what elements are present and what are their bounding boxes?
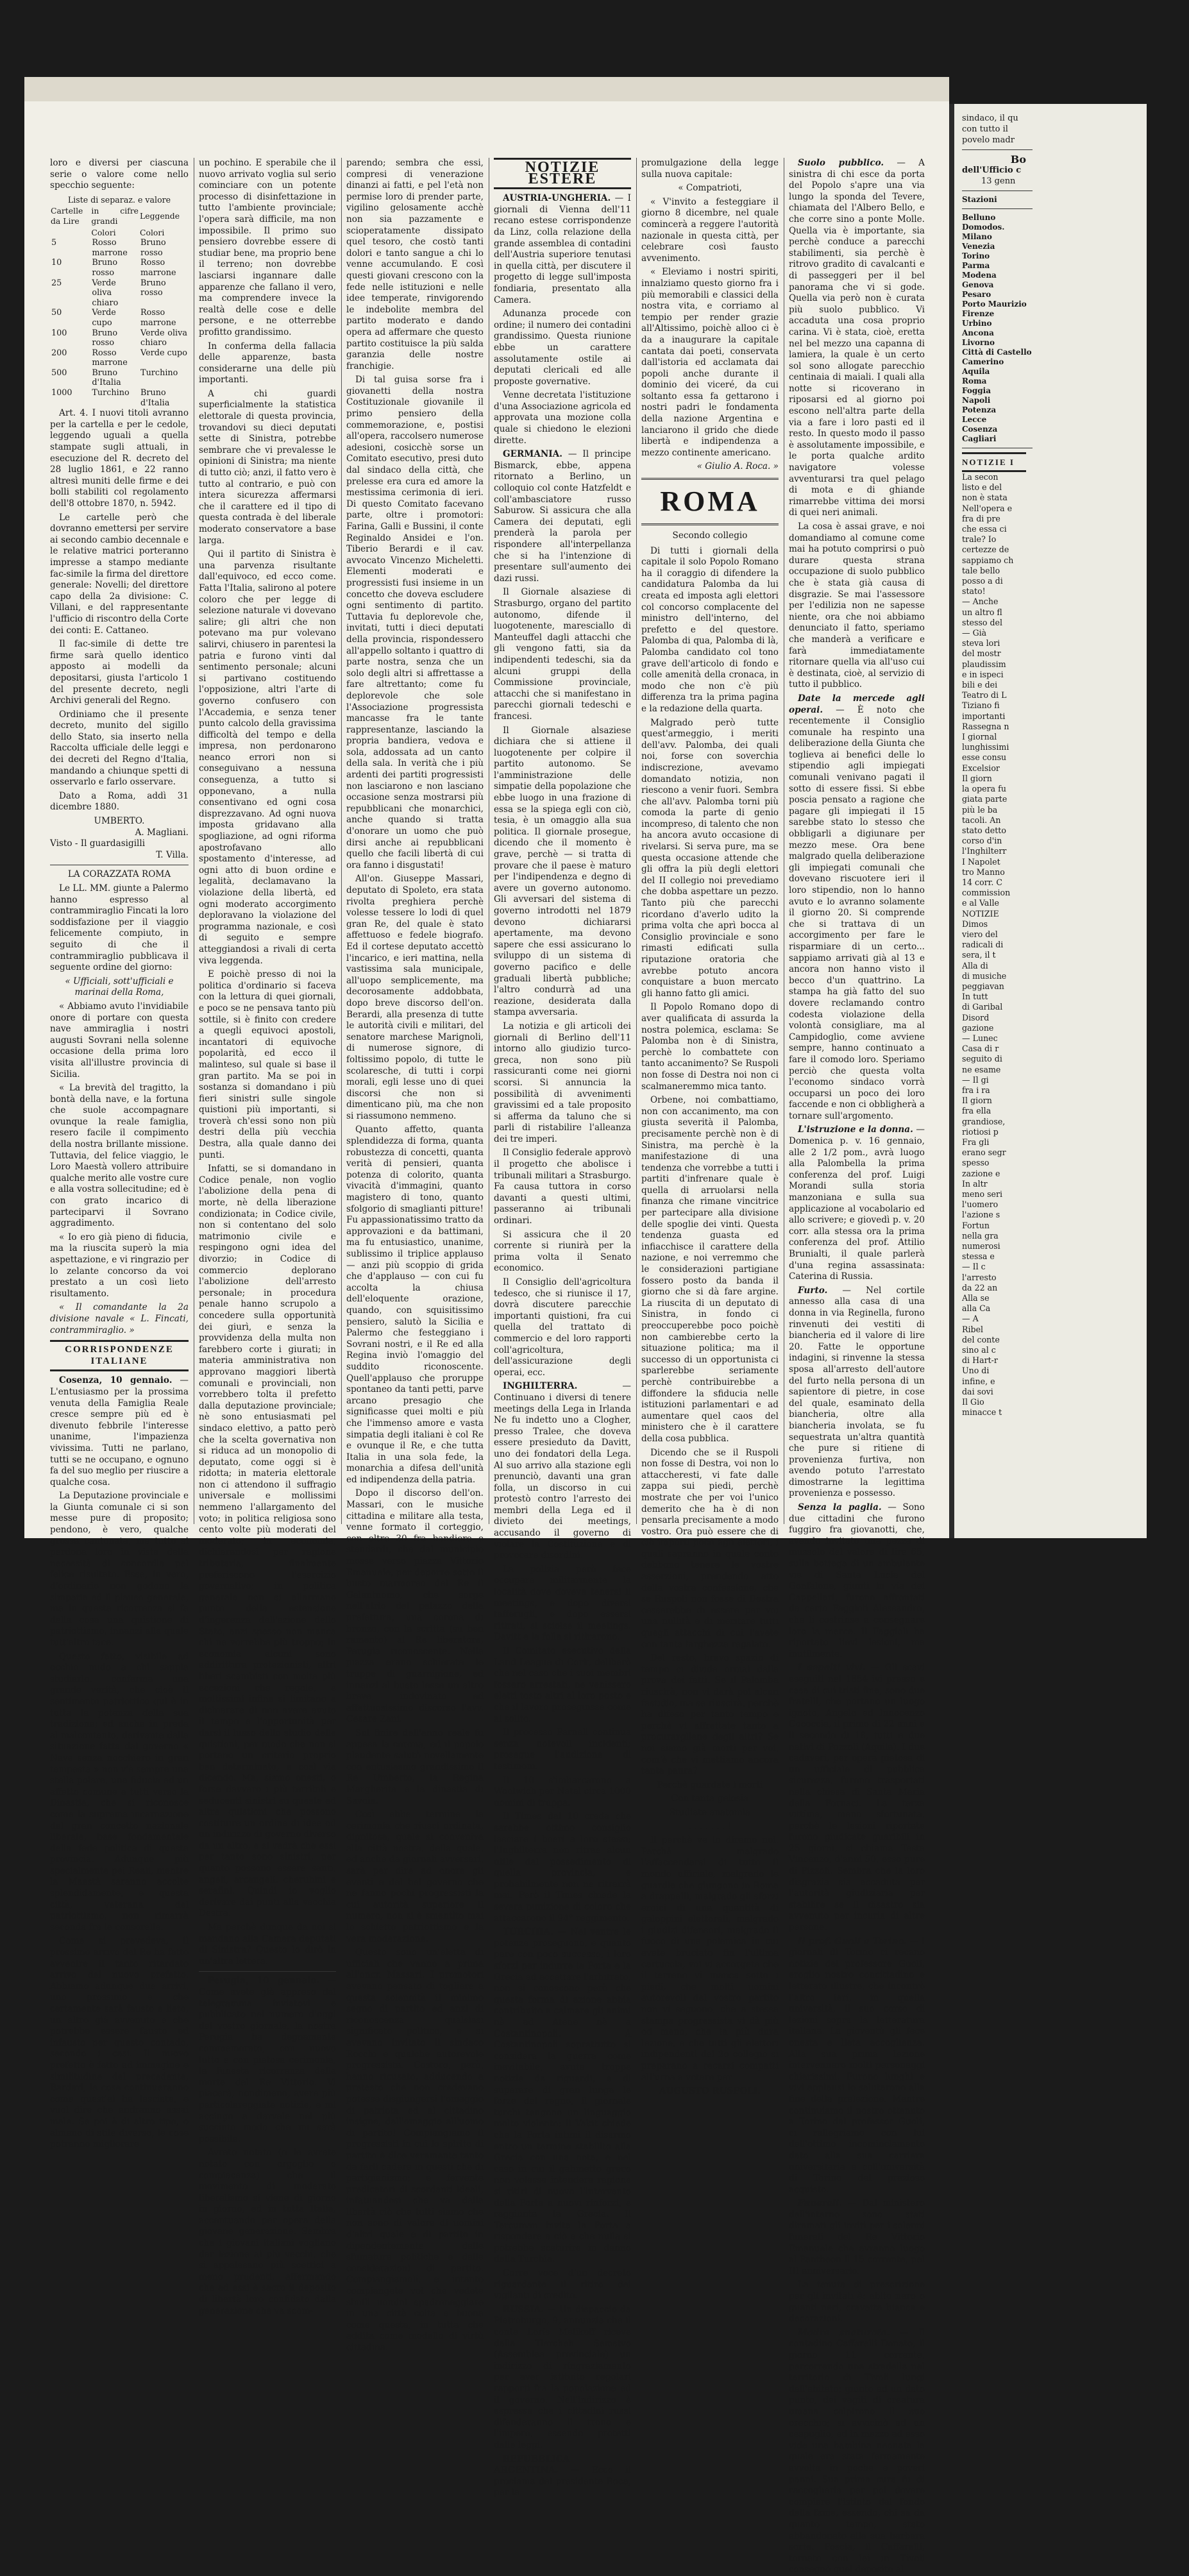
column-rule (636, 158, 637, 1524)
cell: Bruno rosso (92, 258, 118, 278)
text-fragment: In altr (962, 1178, 988, 1189)
text-fragment: povelo madr (962, 135, 1015, 145)
text-fragment: fra ella (962, 1106, 991, 1116)
text-fragment: Tiziano fi (962, 700, 1000, 711)
text-fragment: stesso del (962, 617, 1003, 627)
text-fragment: sindaco, il qu (962, 114, 1018, 123)
text-fragment: Teatro di L (962, 690, 1007, 700)
text-fragment: Excelsior (962, 763, 1000, 773)
country-head: GERMANIA. (503, 449, 562, 460)
section-title-roma: ROMA (660, 486, 760, 518)
text-fragment: — Già (962, 628, 987, 638)
table-row (50, 328, 189, 348)
station: Parma (962, 261, 990, 270)
article-paragraph: Infatti, se si domandano in Codice penale, non voglio l'abolizione della pena di morte, nè della liberazione condizionata; in Codice civile, non si contentano del solo matrimonio civile e respingono ogni idea del divorzio; in Codice di commercio deplorano l'abolizione dell'arresto personale; in procedura penale hanno scrupolo a concedere sulla opportunità dei giurì, e senza la provvidenza della multa non farebbero corte i giurati; in materia amministrativa non approvano maggiori libertà comunali e provinciali, non vorrebbero tolta il prefetto dalla deputazione provinciale; nè sono entusiasmati pel sindaco elettivo, a patto però che la scelta governativa non si riduca ad un monopolio di deputato, come oggi si è ridotta; in materia elettorale non ci attendono il suffragio universale e mollissimi nemmeno l'allargamento del voto; in politica religiosa sono cento volte più moderati del moderato; in economia, dichiarandosi per ragione tributaria, finalmente preferiscono l'esercizio governativo; in politica generale non si allarmano punto della estensione d'ingerenza dell'azione dello Stato, anzi spesso non manca chi ne vorrebbe più troppo; in economia alcuni sono addirittura protezionisti, altri liberi scambisti con molte più eccezioni che regole, e moltissimi infine si limitano a dichiarare di non avere avuto il tempo e l'opportunità per darsi il lusso dello studio delle quistioni, per modo che non si portano un criterio proprio ben determinato, e così via dicendo. Ma, siamo onesti, o forse davvero i più terribili e seducenti sinistri su queste ed altre quistioni che possono costituire un ordine di idee od un indirizzo di governo diverso da un altro, e si vedrà che essi per tanto sono sinistri, per quanto possono essere santi, angeli, arcangeli, cherubini e serafini. Quindi io voglio derivare dai punti alla vecchia Destra. (199, 1164, 336, 1919)
text-fragment: steva lori (962, 638, 1000, 648)
station: Milano (962, 232, 992, 241)
text-fragment: da 22 an (962, 1282, 998, 1292)
newspaper-page (24, 101, 949, 2575)
article-text: Ecco il proclama del presidente Roca, per la (494, 2465, 631, 2498)
text-fragment: — Il c (962, 1262, 986, 1272)
station: Lecce (962, 415, 987, 424)
station: Livorno (962, 338, 995, 347)
page-gutter (949, 104, 954, 1538)
article-paragraph: Dopo il discorso dell'on. Massari, con le musiche cittadina e militare alla testa, venne formato il corteggio, con oltre 30 fra bandiere e stendardi, che dal municipio mosse verso piazza Vittorio Emanuele, per deporre sotto il busto marmoreo del Re il Galantuomo, che sorge nell'atrio del palazzo della prefettura, una corona di bronzo, con la scritta (su ben ramento) al Re liberatore, Perugia riconoscente. Nella piazza erano schierate le truppe di guarnigione, ed innanzi al busto lesse un altro breve, indovinato ed affettuosissimo discorso l'avv. Cesare Zani. (346, 1488, 484, 1725)
station: Firenze (962, 309, 995, 318)
divider (641, 478, 779, 480)
text-fragment: I Napolet (962, 856, 1000, 867)
article-text: Come avete già appreso dal telegramma inviatovi e pubblicato nel numero d'oggi del vostro giornale, la nostra Perugia ha degnamente commemorato, con nuovo lutto e con pietosa cerimonia, la funesta ricorrenza della morte del Re Vittorio. Vi piacerà, nondimeno, avere più particolareggiate notizie, e mi accingo a darvele nel più succinto modo che mi sarà possibile. (199, 1987, 336, 2144)
subsection-title: Secondo collegio (672, 530, 748, 541)
text-fragment: alla Ca (962, 1303, 991, 1314)
text-fragment: nella gra (962, 1230, 999, 1241)
article-text: Il contadino Caffarelli Donato, il giorno 11 corrente, percorrendo una stradella nel territorio di Tivoli lungi dall'abitato; giunto ad un dato punto, dei vagiti di creatura umana colpirono il suo orecchio; si avvicinò ad un cespuglio, ed in mezzo ad esso vide una bambina neonata la quale era stata fermamente avvolta in poche e poveri panni. Sua prima cura fu di raccoglierla per poi dovere compiere l'istinto dal fondo della fame, essendo, chi sa da quanto tempo, stato abbandonato alla sua barbara sorte. Poscia, il Caffarelli, tornato con lei in Tivoli consegnò quel deposito al (789, 2327, 925, 2575)
king-signature: UMBERTO. (94, 816, 145, 827)
text-fragment: Dimos (962, 919, 988, 929)
article-paragraph: Di tal guisa sorse fra i giovanetti della nostra Costituzionale giovanile il primo pensiero della commemorazione, e, postisi all'opera, raccolsero numerose adesioni, cosicchè sorse un Comitato esecutivo, presi duto dal sindaco della città, che prelesse era cura ed amore la mestissima cerimonia di ieri. Di questo Comitato facevano parte, oltre i promotori: Farina, Galli e Bussini, il conte Reginaldo Ansidei e l'on. Tiberio Berardi e il cav. avvocato Vincenzo Micheletti. Elementi moderati e progressisti fusi insieme in un concetto che doveva escludere ogni sentimento di partito. Tuttavia fu deplorevole che, invitati, tutti i dieci deputati della provincia, rispondessero all'appello soltanto i quattro di parte nostra, senza che un solo degli altri si affrettasse a fare altrettanto; come fu deplorevole che sole l'Associazione progressista mancasse fra le tante rappresentanze, lasciando la propria bandiera, vedova e sola, addossata ad un canto della sala. In verità che i più ardenti dei partiti progressisti non lasciarono e non lasciano occasione senza mostrarsi più repubblicani che monarchici, anche quando si tratta d'onorare un uomo che può dirsi anche ai repubblicani quello che facili libertà di cui ora fanno i disgustati! (346, 375, 484, 870)
news-head: Il prof. Guoli a Torino. (798, 1936, 907, 1947)
text-fragment: Alla di (962, 960, 988, 970)
cell: Bruno rosso (140, 278, 166, 298)
text-fragment: certezze de (962, 545, 1009, 555)
article-paragraph: « Io ero già pieno di fiducia, ma la riuscita superò la mia aspettazione, e vi ringrazio per lo zelante concorso da voi prestato a un così lieto risultamento. (50, 1232, 189, 1299)
text-fragment: l'azione s (962, 1210, 1000, 1220)
column-3 (346, 158, 484, 2353)
article-paragraph: Il Giornale alsaziese dichiara che si attiene il luogotenente per colpire il partito autonomo. Se l'amministrazione delle simpatie della popolazione che ebbe luogo in una frazione di essa se la spiega egli con ciò, tesia, è un omaggio alla sua politica. Il giornale prosegue, dicendo che il momento è grave, perchè — si tratta di provare che il paese è maturo per l'indipendenza e degno di avere un governo autonomo. Gli avversari del sistema di governo introdotti nel 1879 devono dichiararsi apertamente, ma devono sapere che essi assicurano lo sviluppo di un sistema di governo pacifico e delle graduali libertà pubbliche; l'altro condurrà ad una reazione, desiderata dalla stampa avversaria. (494, 725, 631, 1018)
article-paragraph: La Deputazione provinciale e la Giunta comunale ci si son messe pure di proposito; pendono, è vero, qualche grossa cantonata, ma tutto si perdona loro in vista della necessità di concordia pel felice risultato. Esse, in vero, d'ordinario non godono la simpatia ed il plauso generale, ma in questa ricorrenza si fa della cosa una quistione di patriottismo, innanzi alla quale tutt'altro tace. (50, 1491, 189, 1648)
station: Pesaro (962, 290, 991, 299)
text-fragment: importanti (962, 711, 1006, 721)
article-paragraph: All'on. Giuseppe Massari, deputato di Spoleto, era stata rivolta preghiera perchè volesse tessere lo lodi di quel gran Re, del quale è stato affettuoso e fedele biografo. Ed il cortese deputato accettò l'incarico, e ieri mattina, nella vastissima sala municipale, all'uopo semplicemente, ma decorosamente addobbata, dopo breve discorso dell'on. Berardi, alla presenza di tutte le autorità civili e militari, del senatore marchese Marignoli, di numerose signore, di foltissimo popolo, di tutte le scolaresche, di tutti i corpi morali, egli lesse uno di quei discorsi che non si dimenticano più, ma che non si riassumono nemmeno. (346, 874, 484, 1121)
text-fragment: Ribel (962, 1324, 984, 1334)
article-text: I giornali di Torino ci recano notizie del professore Guoli, eroglio nostro concittadino e letterato illustre, che incontrò l'altro ieri, in quella università, il suo corso di lezioni sopra la letteratura italiana. La gioventù gli fece onesta e lieta accoglienza. Alla sua prima lezione intervennero molti personaggi chiarissimi. Furono lunghi e vivi applausi lo salutarono alla fine della prelezione. Mentre continuiamo il nostro ottenuto a Torino dal professor Guoli, ci rallegriamo con lui dell'ottimo incominciamento dato alla sua carriera universitaria e coll'università di Torino del prezioso acquisto. (789, 1936, 925, 2195)
article-paragraph: « Eleviamo i nostri spiriti, innalziamo questo giorno fra i più memorabili e classici della nostra vita, e corriamo al tempio per render grazie all'Altissimo, poichè alloo ci è da a inaugurare la capitale cantata dai poeti, conservata dall'istoria ed acclamata dai popoli anche durante il dominio dei viceré, da cui soltanto essa fa gettarono i nostri padri le fondamenta della nazione Argentina e lanciarono il grido che diede libertà e indipendenza a mezzo continente americano. (641, 267, 779, 458)
article-paragraph: Corre voce d'un decreto riguardante il ritiro dei vigilanti di credito. (494, 2268, 631, 2301)
station: Belluno (962, 213, 996, 222)
text-fragment: e in ispeci (962, 669, 1004, 679)
text-fragment: NOTIZIE (962, 908, 999, 919)
article-paragraph: La cosa è assai grave, e noi domandiamo al comune come mai ha potuto comprirsi o può durare questa strana occupazione di suolo pubblico che è stata già causa di disgrazie. Se mai l'assessore per l'edilizia non ne sapesse niente, ora che noi abbiamo denunciato il fatto, speriamo che manderà a verificare e farà immediatamente ritornare quella via all'uso cui è destinata, cioè, al servizio di tutto il pubblico. (789, 521, 925, 690)
fragments-list (962, 472, 1142, 1418)
article-text: Un dispaccio da Pietroburgo, 9, annunzia che il conte Loris Melikoff riceve dalla Tiercheh Semstvo (Assemblea provinciale) un indirizzo di ringraziamento per aver istituito regolari rapporti fra la popolazione ed il governo. Nell'indirizzo è espressa che i cittadini russi difenderanno il trono e l'impero, essendo protetti dalle leggi. (494, 2304, 631, 2450)
article-paragraph: Il Consiglio federale approvò il progetto che abolisce i tribunali militari a Strasburgo. Fa causa tuttora in corso davanti a questi ultimi, passeranno ai tribunali ordinari. (494, 1148, 631, 1226)
cell: Bruno d'Italia (92, 368, 121, 388)
article-paragraph: « Il comandante la 2a divisione navale « L. Fincati, contrammiraglio. » (50, 1302, 189, 1335)
candidate-name: AUGUSTO RUSPOLI. (659, 2086, 761, 2097)
text-fragment: — Anche (962, 597, 999, 607)
table-subhead: Colori (91, 227, 116, 237)
news-head: I sepolti vivi. (798, 1663, 866, 1674)
top-margin-strip (24, 77, 949, 101)
cell: Verde oliva chiaro (140, 328, 187, 348)
article-paragraph: Il perchè ve lo diremo noi. Perchè malgrado l'affaccendarsi di tutto il mondo ufficiale, malgrado le guardie che giungono in Roma a drappelli, malgrado gli sforzi eroici di una quantità di galoppini elettorali, malgrado i giudizi difensori, malgrado il fuoco di una polemica in cui avete bruciato fin l'ultima cartuccia, voi vi accorgete che il terreno vi manca sotto i piedi, che molti uomini autorevoli del vostro partito non vi seguono, che a stessa stampa progressista vi dà più od meno, che la più dura lezione, e che tutti gli elettori indipendenti del 2o collegio si preparano a recarsi compatti all'urna a votare per (641, 1835, 779, 2083)
cell: Rosso marrone (140, 308, 176, 328)
article-paragraph: Avreto notato (o le avrete notato con orgoglio o compiacenza) che il movimento di moderato liberalismo si viene di giorno in giorno, ed in tutta Italia, accentuando per opera della giovane generazione. Sembra che i giovani italiani vogliano dar lezione ai più vecchi, che si appalesano più scettici a meno prudenti, affermando che ad essi è sacro il deposito di libertà loro confidato dalla generazione che va scom- (199, 2148, 336, 2316)
station: Camerino (962, 357, 1004, 366)
article-paragraph: Venne decretata l'istituzione d'una Associazione agricola ed approvata una mozione colla quale si chiedono le elezioni dirette. (494, 390, 631, 446)
date-line: Dato a Roma, addì 31 dicembre 1880. (50, 790, 189, 813)
article-text: Il principe Bismarck, ebbe, appena ritornato a Berlino, un colloquio col conte Hatzfeldt e coll'ambasciatore russo Saburow. Si assicura che alla Camera dei deputati, egli prenderà la parola per rispondere all'interpellanza che si ha l'intenzione di presentare sull'aumento dei dazi russi. (494, 449, 631, 584)
text-fragment: bili e dei (962, 680, 998, 690)
text-fragment: sappiamo ch (962, 555, 1014, 565)
text-fragment: che essa ci (962, 524, 1007, 534)
article-text: I giornali di Vienna dell'11 recano estese corrispondenze da Linz, colla relazione della grande assemblea di contadini dell'Austria superiore tenutasi in quella città, per discutere il progetto di legge sull'imposta fondiaria, presentato alla Camera. (494, 193, 631, 305)
text-fragment: plaudissim (962, 659, 1006, 669)
cell: 100 (51, 328, 67, 338)
cell: Verde oliva chiaro (92, 278, 119, 308)
article-paragraph: Sul finire dell'anno reale fu appesa la corona, ed il popolo plaudente salutò novellamente con entusiasmo grandissimo il Re Umberto, la Regina Margherita e la dinastia di Savoia. (346, 1727, 484, 1806)
news-head: Suolo pubblico. (798, 158, 884, 168)
news-head: Date la mercede agli operai. (789, 693, 925, 715)
column-6: Suolo pubblico. — A sinistra di chi esce da porta del Popolo s'apre una via lungo la sponda del Tevere, chiamata del l'Albero Bello, e che corre sino a ponte Molle. Quella via è importante, sia perchè conduce a parecchi stabilimenti, sia perchè è ritrovo gradito di cavalcanti e di passeggeri per il bel panorama che vi si gode. Quella via però non è curata più suolo pubblico. Vi accaduta una cosa proprio carina. Vi è stata, cioè, eretta nel bel mezzo una capanna di lamiera, la quale è un certo sol sono allogate parecchio centinaia di maiali. I quali alla notte si ricoverano in riposarsi ed al giorno poi escono nell'altra parte della via a fare i loro pasti ed il resto. In questo modo il passo è assolutamente impossibile, e le porta qualche ardito navigatore volesse avventurarsi tra quel pelago di mota e di ghiande rimarrebbe vittima dei morsi di quei neri animali. La cosa è assai grave, e noi domandiamo al comune come mai ha potuto comprirsi o può durare questa strana occupazione di suolo pubblico che è stata già causa di disgrazie. Se mai l'assessore per l'edilizia non ne sapesse niente, ora che noi abbiamo denunciato il fatto, speriamo che manderà a verificare e farà immediatamente ritornare quella via all'uso cui è destinata, cioè, al servizio di tutto il pubblico. Date la mercede agli operai. — È noto che recentemente il Consiglio comunale ha respinto una deliberazione della Giunta che toglieva ai benefici delle lo stipendio agli impiegati comunali venivano pagati il sotto di essere fissi. Si ebbe poscia pensato a ragione che pagare gli impiegati il 15 sarebbe stato lo stesso che obbligarli a digiunare per mezzo mese. Ora bene malgrado quella deliberazione gli impiegati comunali che dovevano riscuotere ieri il loro stipendio, non lo hanno avuto e lo avranno solamente il giorno 20. Si comprende che si trattava di un accorgimento per fare le risparmiare di un certo... sappiamo arrivati già al 13 e ancora non hanno visto il becco d'un quattrino. La stampa ha già fatto del suo dovere reclamando contro codesta violazione della volontà consigliare, ma al Campidoglio, come avviene sempre, hanno continuato a fare il comodo loro. Speriamo perciò che questa volta l'economo sindaco vorrà occuparsi un poco dei loro faccende e non ci obbligherà a tornare sull'argomento. L'istruzione e la donna. — Domenica p. v. 16 gennaio, alle 2 1/2 pom., avrà luogo alla Palombella la prima conferenza del prof. Luigi Morandi sulla storia manzoniana e sulla sua applicazione al vocabolario ed allo scrivere; e giovedì p. v. 20 corr. alla stessa ora la prima conferenza del prof. Attilio Brunialti, il quale parlerà d'una regina assassinata: Caterina di Russia. Furto. — Nel cortile annesso alla casa di una donna in via Reginella, furono rinvenuti dei vestiti di biancheria ed il valore di lire 20. Fatte le opportune indagini, si rinvenne la stessa sposa all'arresto dell'autore del furto nella persona di un sapientore di pietre, in cose del quale, esaminato della biancheria, oltre alla biancheria involata, se fu sequestrata un'altra quantità che pure si ritiene di provenienza furtiva, non avendo potuto l'arrestato dimostrarne la legittima provenienza e possesso. Senza la paglia. — Sono due cittadini che furono fuggiro fra giovanotti, che, avendo invitato una pezza di mussolo del valore di lire 65, sulla bottega di un ambulante vie di Santa Lucia del Gonfalone, giunti in via dei Cappellari, furono affrontati da certo Faggioli Alessandro, che li costrinse a consegnare loro la merce. Il Faggioli ha riportato lievi lesioni, ma inutilmente. I sepolti vivi. — Gli scavi eseguiti nel 1854 ivi presso e casa di cui tristi fine, sono due fratelli, che portano un luogo ignoto, Angelo ed Innocenzo Cococcia, il primo di 22 anni e il secondo di 18, tutti e due nativi di Pozzoli (Aquila). I due cadaveri, per opera pietosa di un ufficiale di pubblica sicurezza, furono trasportati nella chiesa di Santa Maria della Fornaci. La terza vittima, meno sfortunata, perchè le lesioni riportate furono giudicate guaribili in 25 giorni, si chiama Testa Vincenzo, d'anni 50, esso pure di Pizzoli. Sembra che la loro disgrazia sia accaduta per l'autorità giudiziaria per stabilire se il disastro sia avvenuto per incuria di altre persone. Il prof. Guoli a Torino. — I giornali di Torino ci recano notizie del professore Guoli, eroglio nostro concittadino e letterato illustre, che incontrò l'altro ieri, in quella università, il suo corso di lezioni sopra la letteratura italiana. La gioventù gli fece onesta e lieta accoglienza. Alla sua prima lezione intervennero molti personaggi chiarissimi. Furono lunghi e vivi applausi lo salutarono alla fine della prelezione. Mentre continuiamo il nostro ottenuto a Torino dal professor Guoli, ci rallegriamo con lui dell'ottimo incominciamento dato alla sua carriera universitaria e coll'università di Torino del prezioso acquisto. Funerali. — Dal ministero dell'interno sono stati diramati gli inviti per i solenni funerali del Re Vittorio Emanuele che avranno luogo al Pantheon il 15 corrente, pel III anniversario. La tenuta di prescrizione per gli invitati è: abito nero o guanti neri, cravatta bianca e decorazioni. Madre snaturata. — Il contadino Caffarelli Donato, il giorno 11 corrente, percorrendo una stradella nel territorio di Tivoli lungi dall'abitato; giunto ad un dato punto, dei vagiti di creatura umana colpirono il suo orecchio; si avvicinò ad un cespuglio, ed in mezzo ad esso vide una bambina neonata la quale era stata fermamente avvolta in poche e poveri panni. Sua prima cura fu di raccoglierla per poi dovere compiere l'istinto dal fondo della fame, essendo, chi sa da quanto tempo, stato abbandonato alla sua barbara sorte. Poscia, il Caffarelli, tornato con lei in Tivoli consegnò quel deposito al (789, 158, 925, 2575)
text-fragment: minacce t (962, 1407, 1002, 1418)
text-fragment: la opera fu (962, 784, 1006, 794)
cell: 10 (51, 258, 62, 268)
article-text: L'entusiasmo per la prossima venuta della Famiglia Reale cresce sempre più ed è divenuto febbrile l'interesse unanime, l'impazienza vivissima. Tutti ne parlano, tutti se ne occupano, e ognuno fa del suo meglio per riuscire a qualche cosa. (50, 1386, 189, 1487)
text-fragment: corso d'in (962, 836, 1002, 846)
article-paragraph: Si assicura che il 20 corrente si riunirà per la prima volta il Senato economico. (494, 1229, 631, 1274)
section-banner: NOTIZIE ESTERE (494, 158, 631, 189)
article-paragraph: Il Popolo Romano dopo di aver qualificata di assurda la nostra polemica, esclama: Se Palomba non è di Sinistra, perchè lo combattete con tanto accanimento? Se Ruspoli non fosse di Destra noi non ci scalmaneremmo mica tanto. (641, 1002, 779, 1092)
text-fragment: fra di pre (962, 513, 1000, 523)
article-paragraph: Questo sono un'eletta di ufficiali che vanno a prima all'oncr. Massari. I promotori avevano pensato di togliere a questa solennità il minimo segno di partito ed anzi di riconoscenza qualsiasi significato politico, e si avevano invitato il sindaco Rocchi e qualche autorevole progressista. Costoro, però, hanno ricusato, adducendo a pretesto che non credevano potesse disgiungersi l'omaggio di patriota ed al cittadino insigne, dall'omaggio all'uomo di partito! Compiangiamo il progressisti in cui lo spirito di partito è dice veramente tanto da farli cadere in questi che di partigianismo; e fervente predicatori di scordanti ideali, infatuandosi che va dalla libertà ciò che tutti siamo che non sono di valore di uomini d'altri quale e di partito in dipendentemente dalle sfumature politiche e dalle considerazioni di partito. Compiangiamoli, e intanto compiangete voi che vedete simili uomini spadroneggiare in una città colta e buona come questa, in tutta che addita come modello di virtù cittadina. (346, 1947, 484, 2353)
text-fragment: con tutto il (962, 124, 1008, 134)
article-text: A sinistra di chi esce da porta del Popolo s'apre una via lungo la sponda del Tevere, chiamata del l'Albero Bello, e che corre sino a ponte Molle. Quella via è importante, sia perchè conduce a parecchi stabilimenti, sia perchè è ritrovo gradito di cavalcanti e di passeggeri per il bel panorama che vi si gode. Quella via però non è curata più suolo pubblico. Vi accaduta una cosa proprio carina. Vi è stata, cioè, eretta nel bel mezzo una capanna di lamiera, la quale è un certo sol sono allogate parecchio centinaia di maiali. I quali alla notte si ricoverano in riposarsi ed al giorno poi escono nell'altra parte della via a fare i loro pasti ed il resto. In questo modo il passo è assolutamente impossibile, e le porta qualche ardito navigatore volesse avventurarsi tra quel pelago di mota e di ghiande rimarrebbe vittima dei morsi di quei neri animali. (789, 158, 925, 518)
article-paragraph: La notizia e gli articoli dei giornali di Berlino dell'11 intorno allo giudizio turco-greca, non sono più rassicuranti come nei giorni scorsi. Si annuncia la possibilità di avvenimenti gravissimi ed a tale proposito si afferma da taluno che si parli di ristabilire l'alleanza dei tre imperi. (494, 1021, 631, 1144)
text-fragment: lunghissimi (962, 742, 1009, 752)
text-fragment: 14 corr. C (962, 877, 1002, 887)
article-paragraph: Il fac-simile di dette tre firme sarà quello identico apposto ai modelli da depositarsi, giusta l'articolo 1 del presente decreto, negli Archivi generali del Regno. (50, 639, 189, 706)
text-fragment: Alla se (962, 1293, 990, 1303)
column-4: NOTIZIE ESTERE AUSTRIA-UNGHERIA. — I giornali di Vienna dell'11 recano estese corrispondenze da Linz, colla relazione della grande assemblea di contadini dell'Austria superiore tenutasi in quella città, per discutere il progetto di legge sull'imposta fondiaria, presentato alla Camera. Adunanza procede con ordine; il numero dei contadini grandissimo. Questa riunione ebbe un carattere assolutamente ostile ai deputati clericali ed alle proposte governative. Venne decretata l'istituzione d'una Associazione agricola ed approvata una mozione colla quale si chiedono le elezioni dirette. GERMANIA. — Il principe Bismarck, ebbe, appena ritornato a Berlino, un colloquio col conte Hatzfeldt e coll'ambasciatore russo Saburow. Si assicura che alla Camera dei deputati, egli prenderà la parola per rispondere all'interpellanza che si ha l'intenzione di presentare sull'aumento dei dazi russi. Il Giornale alsaziese di Strasburgo, organo del partito autonomo, difende il luogotenente, maresciallo di Manteuffel dagli attacchi che gli vengono fatti, sia da indipendenti tedeschi, sia da alcuni gruppi della Commissione provinciale, attacchi che si manifestano in parecchi giornali tedeschi e francesi. Il Giornale alsaziese dichiara che si attiene il luogotenente per colpire il partito autonomo. Se l'amministrazione delle simpatie della popolazione che ebbe luogo in una frazione di essa se la spiega egli con ciò, tesia, è un omaggio alla sua politica. Il giornale prosegue, dicendo che il momento è grave, perchè — si tratta di provare che il paese è maturo per l'indipendenza e degno di avere un governo autonomo. Gli avversari del sistema di governo introdotti nel 1879 devono dichiararsi apertamente, ma devono sapere che essi assicurano lo sviluppo di un sistema di governo pacifico e delle graduali libertà pubbliche; l'altro condurrà ad una reazione, desiderata dalla stampa avversaria. La notizia e gli articoli dei giornali di Berlino dell'11 intorno allo giudizio turco-greca, non sono più rassicuranti come nei giorni scorsi. Si annuncia la possibilità di avvenimenti gravissimi ed a tale proposito si afferma da taluno che si parli di ristabilire l'alleanza dei tre imperi. Il Consiglio federale approvò il progetto che abolisce i tribunali militari a Strasburgo. Fa causa tuttora in corso davanti a questi ultimi, passeranno ai tribunali ordinari. Si assicura che il 20 corrente si riunirà per la prima volta il Senato economico. Il Consiglio dell'agricoltura tedesco, che si riunisce il 17, dovrà discutere parecchie importanti quistioni, fra cui quella del trattato di commercio e del loro rapporti coll'agricoltura, dell'assicurazione degli operai, ecc. INGHILTERRA. — Continuano i diversi di tenere meetings della Lega in Irlanda Ne fu indetto uno a Clogher, presso Tralee, che doveva essere presieduto da Davitt, uno dei fondatori della Lega. Al suo arrivo alla stazione egli prenunciò, davanti una gran folla, un discorso in cui protestò contro l'arresto dei membri della Lega ed il divieto dei meetings, accusando il governo di violare la Costituzione e di provocare disordini. La polizia però fece occupare militarmente la località dove doveva tenersi il meetings, e dopo diversi tafferugli, e dopo essersi ritirati, si sciolse il meetings. Davitt e la folla si ritirarono. Il Comitato esecutivo della Land League di Cork, deliberò che nel caso che i suoi membri fossero arrestati, ne venissero eletti tosto altri al loro posto e che il lavoro proseguisse come al solito. Il processo Parnell continua senza notevoli incidenti; prosegue l'audizione di testimoni. Il 10 s'imbarcarono a Woolwich per Natal circa 1000 uomini di truppa. Il Times dal 10 creda che sarebbe ottimo consiglio lasciare i boeri a loro stessi; l'Inghilterra non ritrae alcun utile dal possedimento di quella provincia, e probabilmente non ne ritrarrà mai. Però il Times chiede la severa punizione di coloro che attaccarono il 94° reggimento. TURCHIA. — Nel ventre le potenze proseguono, e quanto pare con poco successo, i loro sforzi per indurre la Porta e la Grecia ad accettare l'arbitrato, non si conoscono però che questa forma di azione abbia contribuito a calmare gli animi nè ad Atene nè a Costantinopoli. A Costantinopoli soprattutto si considera la guerra come inevitabile, avute troppe notizie da riguardi, e di superare di gran lunga le forze del regno, il giornale turchi tengono un linguaggio molto violento; il Vakit chiede che la Porta intimi il disarmo entro un termine stabilito alla Grecia con una nota, e nel caso in cui il gabinetto greco non volesse intendere ragione si ritiri di nuovo l'intervento della Porta a nuovi rinforzi, e raggiunta la Grecia. Il Tercuman invita la Porta a rispondere a ciò e che nulla si potrebbe scaturire in danno della Turchia. Corre voce d'un decreto riguardante il ritiro dei vigilanti di credito. RUSSIA. — Un dispaccio da Pietroburgo, 9, annunzia che il conte Loris Melikoff riceve dalla Tiercheh Semstvo (Assemblea provinciale) un indirizzo di ringraziamento per aver istituito regolari rapporti fra la popolazione ed il governo. Nell'indirizzo è espressa che i cittadini russi difenderanno il trono e l'impero, essendo protetti dalle leggi. REPUBBLICA ARGENTINA. — Ecco il proclama del presidente Roca, per la (494, 159, 631, 2498)
text-fragment: — Lunec (962, 1033, 998, 1043)
text-fragment: sino al c (962, 1345, 996, 1355)
cell: Rosso marrone (92, 348, 128, 368)
article-paragraph: Il 10 s'imbarcarono a Woolwich per Natal circa 1000 uomini di truppa. (494, 1775, 631, 1808)
article-paragraph: Il Comitato esecutivo della Land League di Cork, deliberò che nel caso che i suoi membri fossero arrestati, ne venissero eletti tosto altri al loro posto e che il lavoro proseguisse come al solito. (494, 1646, 631, 1724)
article-paragraph: Il Consiglio dell'agricoltura tedesco, che si riunisce il 17, dovrà discutere parecchie importanti quistioni, fra cui quella del trattato di commercio e del loro rapporti coll'agricoltura, dell'assicurazione degli operai, ecc. (494, 1277, 631, 1378)
article-paragraph: Le cartelle però che dovranno emettersi per servire ai secondo cambio decennale e le relative matrici porteranno impresse a stampo mediante fac-simile la firma del direttore generale: Novelli; del direttore capo della 2a divisione: C. Villani, e del rappresentante l'ufficio di riscontro della Corte dei conti: E. Cattaneo. (50, 512, 189, 636)
table-row (50, 238, 189, 258)
text-fragment: riotiosi p (962, 1126, 999, 1137)
cell: 1000 (51, 388, 72, 398)
cell: Rosso marrone (92, 238, 128, 258)
stations-list (962, 213, 1142, 444)
station: Foggia (962, 386, 991, 395)
article-paragraph: « La brevità del tragitto, la bontà della nave, e la fortuna che suole accompagnare ovunque la reale famiglia, resero facile il compimento della nostra brillante missione. Tuttavia, del felice viaggio, le Loro Maestà vollero attribuire qualche merito alle vostre cure e alla vostra sollecitudine; ed è con grato incarico di parteciparvi il Sovrano aggradimento. (50, 1083, 189, 1229)
text-fragment: sera, il t (962, 950, 996, 960)
article-paragraph: A chi guardi superficialmente la statistica elettorale di questa provincia, trovandovi su dieci deputati sette di Sinistra, potrebbe sembrare che vi prevalesse le opinioni di Sinistra; ma niente di tutto ciò; anzi, il fatto vero è tutto al contrario, e può con intera sicurezza affermarsi che il carattere ed il tipo di questa contrada è del liberale moderato conservatore a base larga. (199, 388, 336, 546)
text-fragment: del mostr (962, 648, 1001, 659)
text-fragment: Il giorn (962, 1096, 992, 1106)
verse-line: Studiate anatomia (669, 1807, 751, 1818)
text-fragment: I giornal (962, 732, 997, 742)
article-paragraph: Del resto, brevo spazio di tempo ci divide ormai dalla prova dei fatti. Se il Palomba riuscirà, non vi darà poi alcun fastidio, ma se riuscirà, perchè ha difeso per tanto tempo e perchè vi affrettate tanto a procurargliene degli altri? Se noi siamo già morti per voi, com'è che vi mettiamo ancora tanta paura? (641, 1653, 779, 1777)
article-paragraph: Dicendo che se il Ruspoli non fosse di Destra, voi non lo attaccheresti, vi fate dalle zappa sui piedi, perchè mostrate che per voi l'unico demerito che ha è di non pensarla precisamente a modo vostro. Ora può essere che di ciò importi poco agli elettori, i quali sapranno in quale conto debbono tenere le vostre asserzioni, prendendo atto della vostra confessione, che se Ruspoli non fosse di Destra cesserebbe di essere per voi una nullità e di meritare tutti quegli attacchi di cui l'avete con tanta larghezza regalato. (641, 1447, 779, 1650)
text-fragment: Disord (962, 1012, 990, 1022)
text-fragment: ne esame (962, 1064, 1001, 1074)
article-paragraph: un pochino. E sperabile che il nuovo arrivato voglia sul serio cominciare con un potente processo di disinfettazione in tutto l'ambiente provinciale; l'opera sarà difficile, ma non impossibile. Il primo suo pensiero dovrebbe essere di studiar bene, ma proprio bene il terreno; non dovrebbe lasciarsi ingannare dalle apparenze che fallano il vero, ma comprendere invece la realtà delle cose e delle persone, e ne otterrebbe profitto grandissimo. (199, 158, 336, 337)
text-fragment: numerosi (962, 1241, 1000, 1251)
verse-line: . . . . . . . ! (689, 1821, 731, 1832)
text-fragment: giata parte (962, 794, 1008, 804)
article-paragraph: Di tutti i giornali della capitale il solo Popolo Romano ha il coraggio di difendere la candidatura Palomba da lui creata ed imposta agli elettori col concorso complacente del ministro dell'interno, del prefetto e del questore. Palomba di qua, Palomba di là, Palomba candidato col tono grave dell'articolo di fondo e colle amenità della cronaca, in modo che non c'è più differenza tra la prima pagina e la redazione della quarta. (641, 545, 779, 714)
article-paragraph: Ordiniamo che il presente decreto, munito del sigillo dello Stato, sia inserto nella Raccolta ufficiale delle leggi e dei decreti del Regno d'Italia, mandando a chiunque spetti di osservarlo e farlo osservare. (50, 709, 189, 788)
text-fragment: seguito di (962, 1054, 1002, 1064)
dateline: Perugia, 10 gennaio. (208, 1976, 319, 1987)
text-fragment: Casa di r (962, 1044, 999, 1054)
article-paragraph: Qui il partito di Sinistra è una parvenza risultante dall'equivoco, ed ecco come. Fatta l'Italia, salirono al potere coloro che per legge di selezione naturale vi dovevano salire; gli altri che non potevano ma pur volevano salirvi, chiusero in parentesi la patria e furono vinti dal sentimento personale; alcuni si partivano costituendo l'opposizione, altri l'arte di governo confusero con l'Accademia, e senza tener punto calcolo della gravissima difficoltà del tempo e della impresa, non perdonarono neanco errori non si conseguivano a nessuna conseguenza, a tutto si opponevano, a nulla consentivano ed ogni cosa disprezzavano. Ad ogni nuova imposta gridavano alla spogliazione, ad ogni riforma apostrofavano allo spostamento d'interesse, ad ogni atto di buon ordine e legalità, declamavano la violazione della libertà, ed ogni moderato accorgimento deploravano la violazione del programma nazionale, e così di seguito e sempre atteggiandosi a rivali di certa viva leggenda. (199, 549, 336, 966)
station: Venezia (962, 242, 995, 251)
table-row (50, 278, 189, 309)
text-fragment: Nell'opera e (962, 503, 1013, 513)
article-paragraph: Il Times dal 10 creda che sarebbe ottimo consiglio lasciare i boeri a loro stessi; l'Inghilterra non ritrae alcun utile dal possedimento di quella provincia, e probabilmente non ne ritrarrà mai. Però il Times chiede la severa punizione di coloro che attaccarono il 94° reggimento. (494, 1811, 631, 1924)
table-row (50, 388, 189, 408)
dateline: Cosenza, 10 gennaio. (59, 1375, 173, 1386)
table-row (50, 368, 189, 388)
cell: 200 (51, 348, 67, 358)
text-fragment: tale bello (962, 565, 1000, 575)
text-fragment: e al Valle (962, 898, 999, 908)
text-fragment: trale? Io (962, 534, 997, 545)
text-fragment: listo e del (962, 482, 1002, 493)
text-fragment: Rassegna n (962, 721, 1009, 731)
station: Urbino (962, 319, 992, 328)
divider (641, 523, 779, 525)
table-row (50, 258, 189, 278)
station: Domodos. (962, 223, 1005, 232)
text-fragment: dai sovi (962, 1386, 993, 1396)
cell: Verde cupo (92, 308, 116, 328)
news-head: Furto. (798, 1285, 828, 1296)
text-fragment: In tutt (962, 992, 988, 1002)
article-text: Nel ventre le potenze proseguono, e quanto pare con poco successo, i loro sforzi per indurre la Porta e la Grecia ad accettare l'arbitrato, non si conoscono però che questa forma di azione abbia contribuito a calmare gli animi nè ad Atene nè a Costantinopoli. A Costantinopoli soprattutto si considera la guerra come inevitabile, avute troppe notizie da riguardi, e di superare di gran lunga le forze del regno, il giornale turchi tengono un linguaggio molto violento; il Vakit chiede che la Porta intimi il disarmo entro un termine stabilito alla Grecia con una nota, e nel caso in cui il gabinetto greco non volesse intendere ragione si ritiri di nuovo l'intervento della Porta a nuovi rinforzi, e raggiunta la Grecia. Il Tercuman invita la Porta a rispondere a ciò e che nulla si potrebbe scaturire in danno della Turchia. (494, 1927, 631, 2265)
text-fragment: — Il gi (962, 1074, 989, 1085)
section-title: LA CORAZZATA ROMA (67, 869, 171, 880)
verse-line: Con tanta gelosia (671, 1793, 749, 1804)
text-fragment: esse consu (962, 752, 1007, 763)
text-fragment: commission (962, 888, 1011, 898)
article-text: Nel cortile annesso alla casa di una donna in via Reginella, furono rinvenuti dei vestiti di biancheria ed il valore di lire 20. Fatte le opportune indagini, si rinvenne la stessa sposa all'arresto dell'autore del furto nella persona di un sapientore di pietre, in cose del quale, esaminato della biancheria, oltre alla biancheria involata, se fu sequestrata un'altra quantità che pure si ritiene di provenienza furtiva, non avendo potuto l'arrestato dimostrarne la legittima provenienza e possesso. (789, 1285, 925, 1499)
article-paragraph: Questo fatto, visibile ad occhio nudo a chi sappia studiarlo, conferma una grande verità, che cioè il sentimento patriottico qui è in tutta la potenza della sua tradizione; ed anche in preda al malcontento, derivante dalla situazione fatta dal governo « Nave senza nocchiero in gran tempesta » non v'è sempre una stella polare, una fiducia ed un affetto comune a tutti verso la Dinastia, che si riconosce come la suprema incarnazione del gran concetto nazionale liberale, base fondamentale della fede politica di questa provincia. Adunque più specialmente pei Reali, mentre la Maestà saranno accolte splendidamente, e questa città, veterana del patriottismo, non rimarrà seconda fra le consorelle. (50, 1651, 189, 1933)
text-fragment: erano segr (962, 1148, 1006, 1158)
country-head: INGHILTERRA. (503, 1381, 578, 1392)
text-fragment: tro Manno (962, 867, 1005, 877)
bulletin-title: Bo (1010, 153, 1026, 165)
divider (962, 149, 1033, 150)
text-fragment: infine, e (962, 1376, 995, 1386)
table-subhead (50, 227, 90, 239)
article-text: Sono due cittadini che furono fuggiro fra giovanotti, che, avendo invitato una pezza di mussolo del valore di lire 65, sulla bottega di un ambulante vie di Santa Lucia del Gonfalone, giunti in via dei Cappellari, furono affrontati da certo Faggioli Alessandro, che li costrinse a consegnare loro la merce. Il Faggioli ha riportato lievi lesioni, ma inutilmente. (789, 1502, 925, 1659)
cell: 500 (51, 368, 67, 378)
colors-table (50, 205, 189, 408)
article-text: È noto che recentemente il Consiglio comunale ha respinto una deliberazione della Giunta che toglieva ai benefici delle lo stipendio agli impiegati comunali venivano pagati il sotto di essere fissi. Si ebbe poscia pensato a ragione che pagare gli impiegati il 15 sarebbe stato lo stesso che obbligarli a digiunare per mezzo mese. Ora bene malgrado quella deliberazione gli impiegati comunali che dovevano riscuotere ieri il loro stipendio, non lo hanno avuto e lo avranno solamente il giorno 20. Si comprende che si trattava di un accorgimento per fare le risparmiare di un certo... sappiamo arrivati già al 13 e ancora non hanno visto il becco d'un quattrino. La stampa ha già fatto del suo dovere reclamando contro codesta violazione della volontà consigliare, ma al Campidoglio, come avviene sempre, hanno continuato a fare il comodo loro. Speriamo perciò che questa volta l'economo sindaco vorrà occuparsi un poco dei loro faccende e non ci obbligherà a tornare sull'argomento. (789, 704, 925, 1121)
article-text: Gli scavi eseguiti nel 1854 ivi presso e casa di cui tristi fine, sono due fratelli, che portano un luogo ignoto, Angelo ed Innocenzo Cococcia, il primo di 22 anni e il secondo di 18, tutti e due nativi di Pozzoli (Aquila). I due cadaveri, per opera pietosa di un ufficiale di pubblica sicurezza, furono trasportati nella chiesa di Santa Maria della Fornaci. La terza vittima, meno sfortunata, perchè le lesioni riportate furono giudicate guaribili in 25 giorni, si chiama Testa Vincenzo, d'anni 50, esso pure di Pizzoli. Sembra che la loro disgrazia sia accaduta per l'autorità giudiziaria per stabilire se il disastro sia avvenuto per incuria di altre persone. (789, 1663, 925, 1933)
article-paragraph: La polizia però fece occupare militarmente la località dove doveva tenersi il meetings, e dopo diversi tafferugli, e dopo essersi ritirati, si sciolse il meetings. Davitt e la folla si ritirarono. (494, 1564, 631, 1643)
text-fragment: un altro fl (962, 607, 1002, 617)
text-fragment: non è stata (962, 493, 1008, 503)
cell: Bruno rosso (92, 328, 118, 348)
text-fragment: stato detto (962, 825, 1006, 835)
text-fragment: stessa e (962, 1251, 995, 1262)
article-paragraph: Quanto affetto, quanta splendidezza di forma, quanta robustezza di concetti, quanta verità di pensieri, quanta potenza di colorito, quanta vivacità d'immagini, quanto magistero di tono, quanto sfolgorio di smaglianti pitture! Fu appassionatissimo tratto da approvazioni e da battimani, ma fu entusiastico, unanime, sublissimo il triplice applauso — anzi più scoppio di grida che d'applauso — con cui fu accolta la chiusa dell'eloquente orazione, quando, con squisitissimo pensiero, salutò la Sicilia e Palermo che festeggiano i Sovrani nostri, e il Re ed alla Regina inviò l'omaggio del suddito riconoscente. Quell'applauso che proruppe spontaneo da tanti petti, parve arcano presagio che significasse quei molti e più che l'immenso amore e vasta simpatia degli italiani è col Re e ovunque il Re, e che tutta Italia in una sola fede, la monarchia a difesa dell'unità ed indipendenza della patria. (346, 1124, 484, 1485)
table-head: in cifre grandi (91, 206, 139, 226)
station: Genova (962, 280, 994, 289)
station: Roma (962, 377, 987, 386)
news-head: Funerali. (798, 2198, 842, 2209)
text-fragment: più le ba (962, 804, 998, 815)
text-fragment: di Hart-r (962, 1355, 998, 1366)
article-paragraph: Art. 4. I nuovi titoli avranno per la cartella e per le cedole, leggendo uguali a quella stampate sugli attuali, in esecuzione del R. decreto del 28 luglio 1861, e 22 ranno altresì muniti delle firme e dei bolli stabiliti col regolamento dell'8 ottobre 1870, n. 5942. (50, 408, 189, 509)
article-paragraph: Il processo Parnell continua senza notevoli incidenti; prosegue l'audizione di testimoni. (494, 1727, 631, 1772)
table-head: Cartelle da Lire (51, 206, 83, 226)
text-fragment: La secon (962, 472, 999, 482)
station: Napoli (962, 396, 991, 405)
cell: Rosso marrone (140, 258, 176, 278)
article-text: Continuano i diversi di tenere meetings della Lega in Irlanda Ne fu indetto uno a Clogher, presso Tralee, che doveva essere presieduto da Davitt, uno dei fondatori della Lega. Al suo arrivo alla stazione egli prenunciò, davanti una gran folla, un discorso in cui protestò contro l'arresto dei membri della Lega ed il divieto dei meetings, accusando il governo di violare la Costituzione e di provocare disordini. (494, 1392, 631, 1561)
text-fragment: grandiose, (962, 1116, 1006, 1126)
table-intro: loro e diversi per ciascuna serie o valore come nello specchio seguente: (50, 158, 189, 191)
text-fragment: fra i ra (962, 1085, 990, 1095)
article-paragraph: La tenuta di prescrizione per gli invitati è: abito nero o guanti neri, cravatta bianca e decorazioni. (789, 2280, 925, 2325)
article-paragraph: promulgazione della legge sulla nuova capitale: (641, 158, 779, 180)
stations-header: Stazioni (962, 195, 997, 204)
section-banner: NOTIZIE I (962, 452, 1026, 472)
text-fragment: viero del (962, 929, 998, 939)
country-head: AUSTRIA-UNGHERIA. (503, 193, 611, 204)
column-1: loro e diversi per ciascuna serie o valore come nello specchio seguente: Liste di separaz. e valore Cartelle da Lire in cifre grandi Leggende Colori Colori 5 Rosso marrone Bruno rosso 10 Bruno rosso Rosso marrone 25 Verde oliva chiaro Bruno rosso 50 Verde cupo Rosso marrone 100 Bruno rosso Verde oliva chiaro 200 Rosso marrone Verde cupo 500 Bruno d'Italia Turchino 1000 Turchino Bruno d'Italia Art. 4. I nuovi titoli avranno per la cartella e per le cedole, leggendo uguali a quella stampate sugli attuali, in esecuzione del R. decreto del 28 luglio 1861, e 22 ranno altresì muniti delle firme e dei bolli stabiliti col regolamento dell'8 ottobre 1870, n. 5942. Le cartelle però che dovranno emettersi per servire ai secondo cambio decennale e le relative matrici porteranno impresse a stampo mediante fac-simile la firma del direttore generale: Novelli; del direttore capo della 2a divisione: C. Villani, e del rappresentante l'ufficio di riscontro della Corte dei conti: E. Cattaneo. Il fac-simile di dette tre firme sarà quello identico apposto ai modelli da depositarsi, giusta l'articolo 1 del presente decreto, negli Archivi generali del Regno. Ordiniamo che il presente decreto, munito del sigillo dello Stato, sia inserto nella Raccolta ufficiale delle leggi e dei decreti del Regno d'Italia, mandando a chiunque spetti di osservarlo e farlo osservare. Dato a Roma, addì 31 dicembre 1880. UMBERTO. A. Magliani. Visto - Il guardasigilli T. Villa. LA CORAZZATA ROMA Le LL. MM. giunte a Palermo hanno espresso al contrammiraglio Fincati la loro soddisfazione per il viaggio felicemente compiuto, in seguito di che il contrammiraglio pubblicava il seguente ordine del giorno: « Ufficiali, sott'ufficiali e marinai della Roma, « Abbiamo avuto l'invidiabile onore di portare con questa nave ammiraglia i nostri augusti Sovrani nella solenne occasione della prima loro visita all'illustre provincia di Sicilia. « La brevità del tragitto, la bontà della nave, e la fortuna che suole accompagnare ovunque la reale famiglia, resero facile il compimento della nostra brillante missione. Tuttavia, del felice viaggio, le Loro Maestà vollero attribuire qualche merito alle vostre cure e alla vostra sollecitudine; ed è con grato incarico di parteciparvi il Sovrano aggradimento. « Io ero già pieno di fiducia, ma la riuscita superò la mia aspettazione, e vi ringrazio per lo zelante concorso da voi prestato a un così lieto risultamento. « Il comandante la 2a divisione navale « L. Fincati, contrammiraglio. » CORRISPONDENZE ITALIANE Cosenza, 10 gennaio. — L'entusiasmo per la prossima venuta della Famiglia Reale cresce sempre più ed è divenuto febbrile l'interesse unanime, l'impazienza vivissima. Tutti ne parlano, tutti se ne occupano, e ognuno fa del suo meglio per riuscire a qualche cosa. La Deputazione provinciale e la Giunta comunale ci si son messe pure di proposito; pendono, è vero, qualche grossa cantonata, ma tutto si perdona loro in vista della necessità di concordia pel felice risultato. Esse, in vero, d'ordinario non godono la simpatia ed il plauso generale, ma in questa ricorrenza si fa della cosa una quistione di patriottismo, innanzi alla quale tutt'altro tace. Questo fatto, visibile ad occhio nudo a chi sappia studiarlo, conferma una grande verità, che cioè il sentimento patriottico qui è in tutta la potenza della sua tradizione; ed anche in preda al malcontento, derivante dalla situazione fatta dal governo « Nave senza nocchiero in gran tempesta » non v'è sempre una stella polare, una fiducia ed un affetto comune a tutti verso la Dinastia, che si riconosce come la suprema incarnazione del gran concetto nazionale liberale, base fondamentale della fede politica di questa provincia. Adunque più specialmente pei Reali, mentre la Maestà saranno accolte splendidamente, e questa città, veterana del patriottismo, non rimarrà seconda fra le consorelle. Come si prevedeva, il prossimo arrivo del Re ha fatto avvenire il tanto ritardato arrivo del nuovo prefetto. Abbiamo adunque due arrivi, uno prossimo e che certamente sarà fausto e lieto, un altro già avvenuto e che potrebbe essere fausto ed infausto per questo contado, secondo i casi. Il nuovo prefetto è fatto ad immagine e similitudine del precedente, Bardari, le cose continueranno come quest'ei ha lasciate, e vuol dire che andranno assai male. Se poi è di altro tipo, o almeno di stile diverso, le cose potranno migliorare (50, 158, 189, 2150)
minister-signature: A. Magliani. (135, 827, 189, 838)
text-fragment: — A (962, 1314, 979, 1324)
cell: 5 (51, 238, 57, 248)
text-fragment: tacoli. An (962, 815, 1001, 825)
text-fragment: del conte (962, 1334, 1000, 1344)
station: Città di Castello (962, 348, 1032, 357)
text-fragment: Il giorn (962, 773, 992, 783)
station: Cagliari (962, 434, 997, 443)
country-head: RUSSIA. (503, 2304, 544, 2315)
text-fragment: l'Inghilterr (962, 846, 1007, 856)
cell: Turchino (92, 388, 130, 398)
divider (199, 1971, 336, 1972)
table-row (50, 308, 189, 328)
table-head: Leggende (140, 211, 180, 221)
cell: 25 (51, 278, 62, 288)
article-paragraph: parendo; sembra che essi, compresi di venerazione dinanzi ai fatti, e pel l'età non permise loro di prender parte, vigilino gelosamente acchè non sia pazzamente e scioperatamente dissipato quel tesoro, che costò tanti dolori e tanto sangue a chi lo venne accumulando. E così questi giovani crescono con la fede nelle istituzioni e nelle idee temperate, rinvigorendo le indebolite membra del partito moderato e dando opera ad affermare che questo partito costituisce la più salda garanzia delle nostre franchigie. (346, 158, 484, 371)
text-fragment: meno seri (962, 1189, 1003, 1199)
station: Cosenza (962, 425, 998, 434)
column-5 (641, 158, 779, 2097)
article-paragraph: Orbene, noi combattiamo, non con accanimento, ma con giusta severità il Palomba, precisamente perchè non è di Sinistra, ma perchè è la manifestazione di una tendenza che vorrebbe a tutti i partiti d'infrenare quale è quella di arruolarsi nella finanza che rimane vincitrice per partecipare alla divisione delle spoglie dei vinti. Questa tendenza guasta ed infiacchisce il carattere della nazione, e noi verremmo che le considerazioni partigiane fossero posto da banda il giorno che si dà fare argine. La riuscita di un deputato di Sinistra, in fondo ci preoccuperebbe poco poichè non cambierebbe certo la situazione politica; ma il successo di un opportunista ci sparlerebbe seriamente perchè contribuirebbe a diffondere la sfiducia nelle istituzioni parlamentari e ad aumentare quel caos del ministero che è il carattere della cosa pubblica. (641, 1095, 779, 1444)
guardasigilli-name: T. Villa. (156, 849, 189, 860)
station: Modena (962, 271, 997, 280)
station: Torino (962, 251, 990, 260)
bulletin-subtitle: dell'Ufficio c (962, 165, 1022, 175)
text-fragment: gazione (962, 1022, 994, 1033)
article-paragraph: « Ufficiali, sott'ufficiali e marinai della Roma, (65, 976, 174, 998)
section-banner: CORRISPONDENZE ITALIANE (50, 1340, 189, 1371)
text-fragment: posso a di (962, 576, 1003, 586)
bulletin-date: 13 genn (981, 176, 1016, 186)
article-paragraph: Adunanza procede con ordine; il numero dei contadini grandissimo. Questa riunione ebbe un carattere assolutamente ostile ai deputati clericali ed alle proposte governative. (494, 309, 631, 387)
cell: Verde cupo (140, 348, 187, 358)
divider (962, 208, 1033, 209)
article-paragraph: Come si prevedeva, il prossimo arrivo del Re ha fatto avvenire il tanto ritardato arrivo del nuovo prefetto. Abbiamo adunque due arrivi, uno prossimo e che certamente sarà fausto e lieto, un altro già avvenuto e che potrebbe essere fausto ed infausto per questo contado, secondo i casi. Il nuovo prefetto è fatto ad immagine e similitudine del precedente, Bardari, le cose continueranno come quest'ei ha lasciate, e vuol dire che andranno assai male. Se poi è di altro tipo, o almeno di stile diverso, le cose potranno migliorare (50, 1936, 189, 2150)
article-text: Domenica p. v. 16 gennaio, alle 2 1/2 pom., avrà luogo alla Palombella la prima conferenza del prof. Luigi Morandi sulla storia manzoniana e sulla sua applicazione al vocabolario ed allo scrivere; e giovedì p. v. 20 corr. alla stessa ora la prima conferenza del prof. Attilio Brunialti, il quale parlerà d'una regina assassinata: Caterina di Russia. (789, 1136, 925, 1282)
column-2: un pochino. E sperabile che il nuovo arrivato voglia sul serio cominciare con un potente processo di disinfettazione in tutto l'ambiente provinciale; l'opera sarà difficile, ma non impossibile. Il primo suo pensiero dovrebbe essere di studiar bene, ma proprio bene il terreno; non dovrebbe lasciarsi ingannare dalle apparenze che fallano il vero, ma comprendere invece la realtà delle cose e delle persone, e ne otterrebbe profitto grandissimo. In conferma della fallacia delle apparenze, basta considerarne una delle più importanti. A chi guardi superficialmente la statistica elettorale di questa provincia, trovandovi su dieci deputati sette di Sinistra, potrebbe sembrare che vi prevalesse le opinioni di Sinistra; ma niente di tutto ciò; anzi, il fatto vero è tutto al contrario, e può con intera sicurezza affermarsi che il carattere ed il tipo di questa contrada è del liberale moderato conservatore a base larga. Qui il partito di Sinistra è una parvenza risultante dall'equivoco, ed ecco come. Fatta l'Italia, salirono al potere coloro che per legge di selezione naturale vi dovevano salire; gli altri che non potevano ma pur volevano salirvi, chiusero in parentesi la patria e furono vinti dal sentimento personale; alcuni si partivano costituendo l'opposizione, altri l'arte di governo confusero con l'Accademia, e senza tener punto calcolo della gravissima difficoltà del tempo e della impresa, non perdonarono neanco errori non si conseguivano a nessuna conseguenza, a tutto si opponevano, a nulla consentivano ed ogni cosa disprezzavano. Ad ogni nuova imposta gridavano alla spogliazione, ad ogni riforma apostrofavano allo spostamento d'interesse, ad ogni atto di buon ordine e legalità, declamavano la violazione della libertà, ed ogni moderato accorgimento deploravano la violazione del programma nazionale, e così di seguito e sempre atteggiandosi a rivali di certa viva leggenda. E poichè presso di noi la politica d'ordinario si faceva con la lettura di quei giornali, e poco se ne pensava tanto più sottile, si è finito con credere a quegli equivoci apostoli, incantatori di equivoche popolarità, ed ecco il malinteso, sul quale si base il gran partito. Ma se poi in sostanza si domandano i più fieri sinistri sulle singole quistioni più importanti, si troverà ch'essi sono non più destri della più vecchia Destra, alla quale danno dei punti. Infatti, se si domandano in Codice penale, non voglio l'abolizione della pena di morte, nè della liberazione condizionata; in Codice civile, non si contentano del solo matrimonio civile e respingono ogni idea del divorzio; in Codice di commercio deplorano l'abolizione dell'arresto personale; in procedura penale hanno scrupolo a concedere sulla opportunità dei giurì, e senza la provvidenza della multa non farebbero corte i giurati; in materia amministrativa non approvano maggiori libertà comunali e provinciali, non vorrebbero tolta il prefetto dalla deputazione provinciale; nè sono entusiasmati pel sindaco elettivo, a patto però che la scelta governativa non si riduca ad un monopolio di deputato, come oggi si è ridotta; in materia elettorale non ci attendono il suffragio universale e mollissimi nemmeno l'allargamento del voto; in politica religiosa sono cento volte più moderati del moderato; in economia, dichiarandosi per ragione tributaria, finalmente preferiscono l'esercizio governativo; in politica generale non si allarmano punto della estensione d'ingerenza dell'azione dello Stato, anzi spesso non manca chi ne vorrebbe più troppo; in economia alcuni sono addirittura protezionisti, altri liberi scambisti con molte più eccezioni che regole, e moltissimi infine si limitano a dichiarare di non avere avuto il tempo e l'opportunità per darsi il lusso dello studio delle quistioni, per modo che non si portano un criterio proprio ben determinato, e così via dicendo. Ma, siamo onesti, o forse davvero i più terribili e seducenti sinistri su queste ed altre quistioni che possono costituire un ordine di idee od un indirizzo di governo diverso da un altro, e si vedrà che essi per tanto sono sinistri, per quanto possono essere santi, angeli, arcangeli, cherubini e serafini. Quindi io voglio derivare dai punti alla vecchia Destra. Ma perchè dunque da noi si mandano alla Camera deputati di Sinistra? Questo lo dirò in un'altra lettera. Perugia, 10 gennaio. — Come avete già appreso dal telegramma inviatovi e pubblicato nel numero d'oggi del vostro giornale, la nostra Perugia ha degnamente commemorato, con nuovo lutto e con pietosa cerimonia, la funesta ricorrenza della morte del Re Vittorio. Vi piacerà, nondimeno, avere più particolareggiate notizie, e mi accingo a darvele nel più succinto modo che mi sarà possibile. Avreto notato (o le avrete notato con orgoglio o compiacenza) che il movimento di moderato liberalismo si viene di giorno in giorno, ed in tutta Italia, accentuando per opera della giovane generazione. Sembra che i giovani italiani vogliano dar lezione ai più vecchi, che si appalesano più scettici a meno prudenti, affermando che ad essi è sacro il deposito di libertà loro confidato dalla generazione che va scom- (199, 158, 336, 2316)
column-rule (341, 158, 342, 1524)
station: Potenza (962, 405, 997, 414)
text-fragment: spesso (962, 1158, 990, 1168)
text-fragment: di Garibal (962, 1002, 1003, 1012)
news-head: Senza la paglia. (798, 1502, 882, 1513)
cell: Bruno rosso (140, 238, 166, 258)
country-head: TURCHIA. (503, 1927, 553, 1938)
station: Ancona (962, 328, 994, 337)
next-page-text (962, 113, 1142, 1418)
cell: Turchino (140, 368, 178, 378)
article-paragraph: In conferma della fallacia delle apparenze, basta considerarne una delle più importanti. (199, 341, 336, 386)
article-text: Dal ministero dell'interno sono stati diramati gli inviti per i solenni funerali del Re Vittorio Emanuele che avranno luogo al Pantheon il 15 corrente, pel III anniversario. (789, 2198, 925, 2276)
article-paragraph: Le LL. MM. giunte a Palermo hanno espresso al contrammiraglio Fincati la loro soddisfazione per il viaggio felicemente compiuto, in seguito di che il contrammiraglio pubblicava il seguente ordine del giorno: (50, 883, 189, 973)
text-fragment: stato! (962, 586, 986, 597)
article-paragraph: Ma perchè dunque da noi si mandano alla Camera deputati di Sinistra? Questo lo dirò in un'altra lettera. (199, 1922, 336, 1967)
news-head: Madre snaturata. (798, 2327, 890, 2338)
article-paragraph: Così ebbe termine la cerimonia che riusci ordinata, dignitosa, quale si conveniva alla città nostra, della quale, ed anche da giornali avversari, sarà per dire ad onore gli eventi e del bel governo che ne fanno pochi progressisti la cui autorità superiore il numero, non si è smentito mai lo schietto patriottismo e la vera moderazione. (346, 1809, 484, 1944)
article-paragraph: « Compatrioti, (678, 183, 742, 194)
article-paragraph: Malgrado però tutte quest'armeggio, i meriti dell'avv. Palomba, dei quali noi, forse con soverchia indiscrezione, avevamo domandato notizia, non riescono a venir fuori. Sembra che all'avv. Palomba torni più comoda la parte di genio incompreso, di talento che non ha ancora avuto occasione di rivelarsi. Si serva pure, ma se questa occasione attende che gli offra la più degli elettori del II collegio noi prevediamo che dobba aspettare un pezzo. Tanto più che parecchi ricordano d'averlo udito la prima volta che aprì bocca al Consiglio provinciale e sono rimasti edificati sulla riputazione oratoria che avrebbe potuto ancora conquistare a buon mercato gli hanno fatto gli amici. (641, 717, 779, 999)
article-paragraph: « V'invito a festeggiare il giorno 8 dicembre, nel quale comincerà a reggere l'autorità nazionale in questa città, per celebrare così fausto avvenimento. (641, 196, 779, 264)
text-fragment: l'uomero (962, 1199, 999, 1210)
signature: « Giulio A. Roca. » (696, 461, 779, 472)
text-fragment: radicali di (962, 940, 1004, 950)
article-paragraph: E poichè presso di noi la politica d'ordinario si faceva con la lettura di quei giornali, e poco se ne pensava tanto più sottile, si è finito con credere a quegli equivoci apostoli, incantatori di equivoche popolarità, ed ecco il malinteso, sul quale si base il gran partito. Ma se poi in sostanza si domandano i più fieri sinistri sulle singole quistioni più importanti, si troverà ch'essi sono non più destri della più vecchia Destra, alla quale danno dei punti. (199, 969, 336, 1160)
news-head: L'istruzione e la donna. (798, 1124, 913, 1135)
cell: 50 (51, 308, 62, 318)
text-fragment: peggiavan (962, 981, 1004, 991)
text-fragment: Fortun (962, 1220, 990, 1230)
country-head: REPUBBLICA ARGENTINA. (494, 2453, 569, 2476)
text-fragment: l'arresto (962, 1272, 997, 1282)
station: Porto Maurizio (962, 300, 1027, 309)
table-row (50, 348, 189, 368)
text-fragment: Il Gio (962, 1397, 984, 1407)
station: Aquila (962, 367, 990, 376)
table-title: Liste di separaz. e valore (67, 194, 171, 205)
table-subhead: Colori (140, 227, 165, 237)
guardasigilli-line: Visto - Il guardasigilli (50, 838, 146, 849)
text-fragment: Fra gli (962, 1137, 990, 1147)
cell: Bruno d'Italia (140, 388, 170, 408)
text-fragment: zazione e (962, 1168, 1000, 1178)
article-paragraph: Il Giornale alsaziese di Strasburgo, organo del partito autonomo, difende il luogotenente, maresciallo di Manteuffel dagli attacchi che gli vengono fatti, sia da indipendenti tedeschi, sia da alcuni gruppi della Commissione provinciale, attacchi che si manifestano in parecchi giornali tedeschi e francesi. (494, 587, 631, 722)
next-page-fragment (954, 104, 1147, 1538)
verse-line: Perchè guardate i morti (657, 1779, 763, 1790)
text-fragment: Uno di (962, 1366, 990, 1376)
text-fragment: di musiche (962, 970, 1007, 981)
article-paragraph: « Abbiamo avuto l'invidiabile onore di portare con questa nave ammiraglia i nostri augusti Sovrani nella solenne occasione della prima loro visita all'illustre provincia di Sicilia. (50, 1001, 189, 1080)
